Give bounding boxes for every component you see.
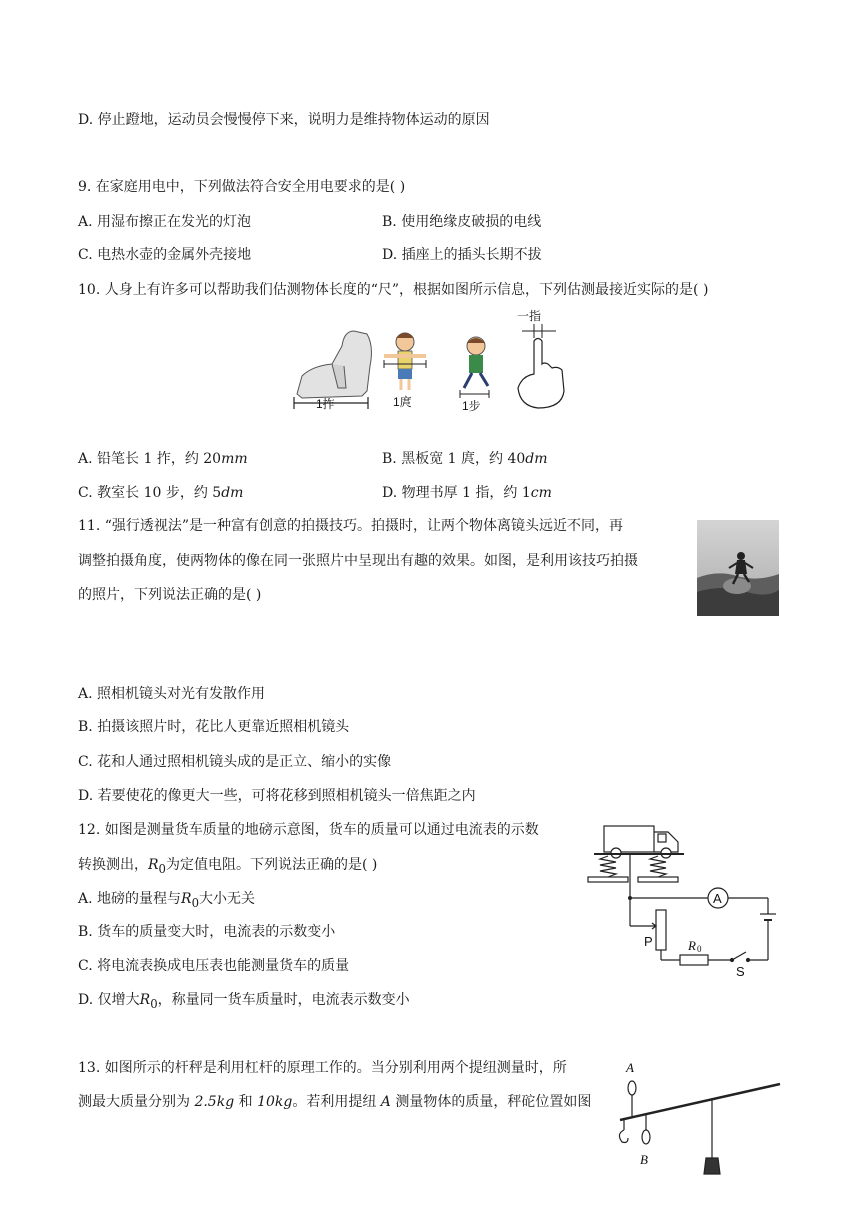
q11-option-c: C. 花和人通过照相机镜头成的是正立、缩小的实像 <box>78 754 392 770</box>
q11-line3: 的照片，下列说法正确的是( ) <box>78 587 262 603</box>
q9-option-b: B. 使用绝缘皮破损的电线 <box>382 214 542 230</box>
q12-option-d: D. 仅增大$R_0$，称量同一货车质量时，电流表示数变小 <box>78 992 410 1011</box>
q12-line2: 转换测出，$R_0$为定值电阻。下列说法正确的是( ) <box>78 857 378 876</box>
slider-label: P <box>644 934 653 949</box>
q11-line2: 调整拍摄角度，使两物体的像在同一张照片中呈现出有趣的效果。如图，是利用该技巧拍摄 <box>78 553 638 569</box>
steelyard-figure <box>614 1058 784 1182</box>
q9-option-d: D. 插座上的插头长期不拔 <box>382 247 542 263</box>
q10-option-b: B. 黑板宽 1 庹，约 40dm <box>382 451 548 467</box>
label-zha: 1拃 <box>316 397 335 411</box>
resistor-label: R <box>688 938 696 953</box>
label-bu: 1步 <box>462 399 481 413</box>
finger-width-illustration <box>518 324 564 408</box>
q10-stem: 10. 人身上有许多可以帮助我们估测物体长度的“尺”，根据如图所示信息，下列估测最接近实际的是( ) <box>78 282 709 298</box>
q9-stem: 9. 在家庭用电中，下列做法符合安全用电要求的是( ) <box>78 179 406 195</box>
q13-line1: 13. 如图所示的杆秤是利用杠杆的原理工作的。当分别利用两个提纽测量时，所 <box>78 1060 567 1076</box>
step-illustration <box>460 337 489 398</box>
q11-line1: 11. “强行透视法”是一种富有创意的拍摄技巧。拍摄时，让两个物体离镜头远近不同，再 <box>78 518 624 534</box>
knob-b-label: B <box>640 1152 648 1167</box>
switch-label: S <box>736 964 745 979</box>
q11-option-a: A. 照相机镜头对光有发散作用 <box>78 686 266 702</box>
label-zhi: 一指 <box>517 309 542 323</box>
knob-a-label: A <box>626 1060 634 1075</box>
q12-option-c: C. 将电流表换成电压表也能测量货车的质量 <box>78 958 350 974</box>
q12-option-a: A. 地磅的量程与$R_0$大小无关 <box>78 891 255 910</box>
body-ruler-figure <box>292 306 582 416</box>
weighbridge-circuit-figure <box>586 818 786 980</box>
q10-option-c: C. 教室长 10 步，约 5dm <box>78 485 244 501</box>
q9-option-a: A. 用湿布擦正在发光的灯泡 <box>78 214 252 230</box>
resistor-subscript: 0 <box>697 944 702 954</box>
q8-option-d: D. 停止蹬地，运动员会慢慢停下来，说明力是维持物体运动的原因 <box>78 112 490 128</box>
arm-span-illustration <box>384 333 426 390</box>
q9-option-c: C. 电热水壶的金属外壳接地 <box>78 247 252 263</box>
q12-option-b: B. 货车的质量变大时，电流表的示数变小 <box>78 924 336 940</box>
q11-option-b: B. 拍摄该照片时，花比人更靠近照相机镜头 <box>78 719 350 735</box>
q10-option-a: A. 铅笔长 1 拃，约 20mm <box>78 451 248 467</box>
label-tuo: 1庹 <box>393 395 412 409</box>
q12-line1: 12. 如图是测量货车质量的地磅示意图，货车的质量可以通过电流表的示数 <box>78 822 539 838</box>
q13-line2: 测最大质量分别为 2.5kg 和 10kg。若利用提纽 A 测量物体的质量，秤砣位置如图 <box>78 1094 592 1110</box>
ammeter-label: A <box>713 891 722 906</box>
q11-option-d: D. 若要使花的像更大一些，可将花移到照相机镜头一倍焦距之内 <box>78 788 476 804</box>
forced-perspective-photo <box>697 520 779 616</box>
q10-option-d: D. 物理书厚 1 指，约 1cm <box>382 485 552 501</box>
